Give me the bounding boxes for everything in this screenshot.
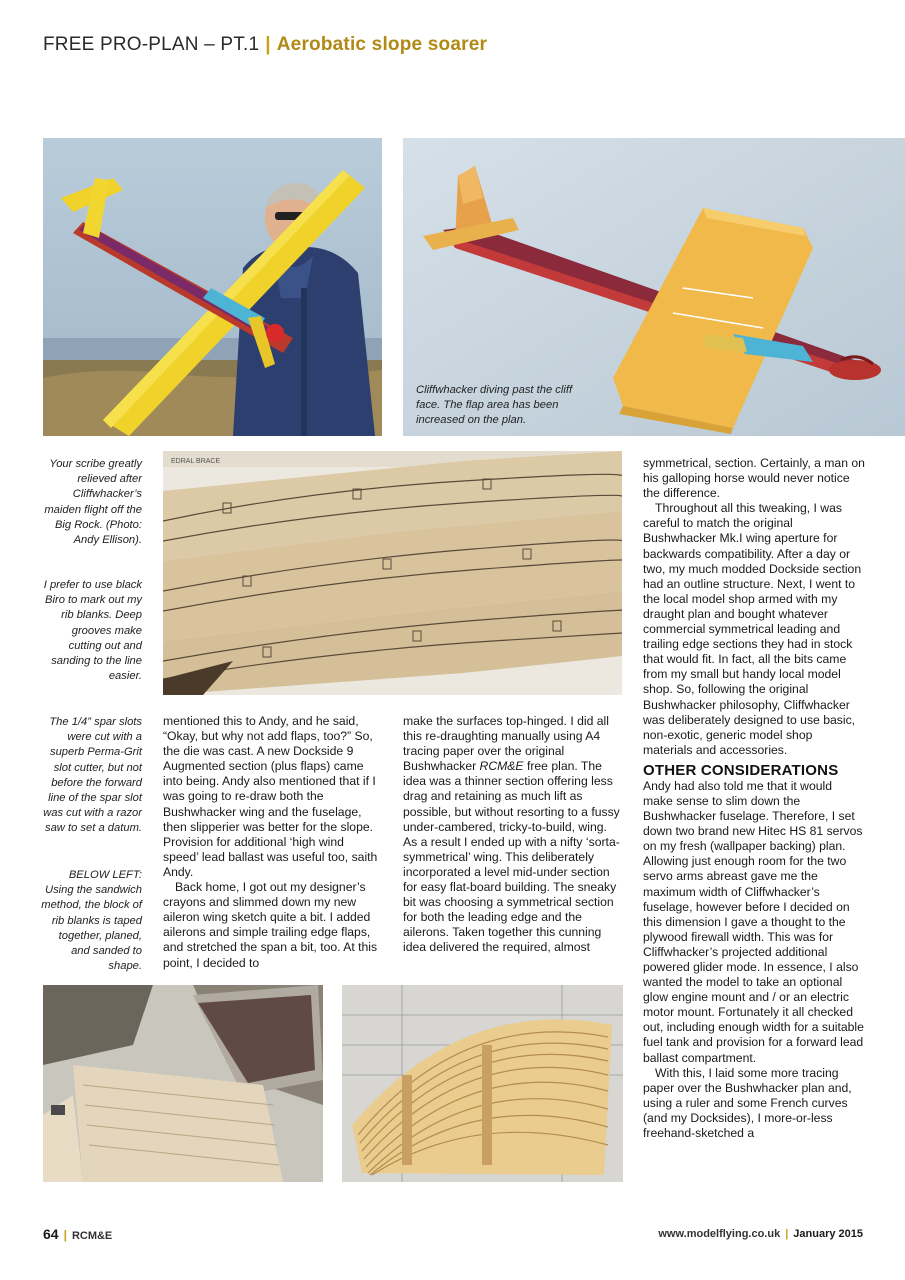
caption-sandwich-method: BELOW LEFT: Using the sandwich method, the block of rib blanks is taped together, planed, and sanded to shape. <box>41 869 142 973</box>
paragraph <box>403 714 623 956</box>
caption-black-biro: I prefer to use black Biro to mark out my rib blanks. Deep grooves make cutting out and sanding to the line easier. <box>43 579 142 683</box>
caption-author-relieved: Your scribe greatly relieved after Cliffwhacker’s maiden flight off the Big Rock. (Photo: Andy Ellison). <box>44 458 142 547</box>
article-column-1 <box>163 714 379 971</box>
photo-plane-and-block <box>43 985 323 1182</box>
caption-spar-slots: The 1/4” spar slots were cut with a superb Perma-Grit slot cutter, but not before the forward line of the spar slot was cut with a razor saw to set a datum. <box>43 716 142 835</box>
website-url: www.modelflying.co.uk <box>658 1228 781 1240</box>
footer-separator: | <box>785 1228 789 1240</box>
header-separator: | <box>265 34 271 55</box>
text-run: free plan. The idea was a thinner section offering less drag and retaining as much lift as possible, but without resorting to a fussy under-cambered, tricky-to-build, wing. As a result I ended up with a nifty ‘sorta-symmetrical’ wing. This deliberately incorporated a level mid-under section for easy flat-board building. The sneaky bit was choosing a symmetrical section for both the leading edge and the ailerons. Taken together this cunning idea delivered the required, almost <box>403 759 620 955</box>
text-run: make the surfaces top-hinged. I did all this re-draughting manually using A4 tracing paper over the original Bushwhacker <box>403 714 609 774</box>
paragraph: Andy had also told me that it would make sense to slim down the Bushwhacker fuselage. Therefore, I set down two brand new Hitec HS 81 servos on my fresh (wallpaper backing) plan. Allowing just enough room for the two servo arms abreast gave me the maximum width of Cliffwhacker’s fuselage, however before I decided on this dimension I gave a thought to the plywood firewall width. This was for Cliffwhacker’s projected additional powered glider mode. In essence, I also wanted the model to take an optional glow engine mount and / or an electric motor mount. Fortunately it all checked out, including enough width for a suitable fuel tank and provision for a forward lead ballast compartment. <box>643 778 864 1065</box>
footer-left <box>43 1226 112 1242</box>
footer-right <box>633 1228 863 1240</box>
photo-rib-blanks <box>163 451 622 695</box>
footer-separator: | <box>63 1228 67 1242</box>
paragraph: mentioned this to Andy, and he said, “Okay, but why not add flaps, too?” So, the die was cast. A new Dockside 9 Augmented section (plus flaps) came into being. Andy also mentioned that if I was going to re-draw both the Bushwhacker wing and the fuselage, then slipperier was better for the slope. Provision for additional ‘high wind speed’ lead ballast was useful too, saith Andy. <box>163 714 378 879</box>
caption-glider-diving: Cliffwhacker diving past the cliff face. The flap area has been increased on the plan. <box>416 384 573 427</box>
photo-author-with-glider <box>43 138 382 436</box>
plan-label: EDRAL BRACE <box>171 458 221 465</box>
paragraph: With this, I laid some more tracing paper over the Bushwhacker plan and, using a ruler and some French curves (and my Docksides), I more-or-less freehand-sketched a <box>643 1065 852 1141</box>
page-number: 64 <box>43 1226 59 1242</box>
article-column-2 <box>403 714 623 956</box>
paragraph: Back home, I got out my designer’s crayons and slimmed down my new aileron wing sketch quite a bit. I added ailerons and simple trailing edge flaps, and stretched the span a bit, too. At this point, I decided to <box>163 880 378 970</box>
magazine-name: RCM&E <box>71 1230 113 1242</box>
section-label: FREE PRO-PLAN – PT.1 <box>43 34 260 55</box>
section-heading: OTHER CONSIDERATIONS <box>643 761 839 779</box>
paragraph: Throughout all this tweaking, I was careful to match the original Bushwhacker Mk.I wing aperture for backwards compatibility. After a day or two, my much modded Dockside section had an outline structure. Next, I went to the local model shop armed with my draught plan and bought whatever commercial symmetrical leading and trailing edge sections they had in stock that would fit. In fact, all the bits came from my small but handy local model shop. So, following the original Bushwhacker philosophy, Cliffwhacker was deliberately designed to use basic, non-exotic, generic model shop materials and accessories. <box>643 501 862 757</box>
page-header <box>43 34 487 56</box>
magazine-name: RCM&E <box>479 759 524 774</box>
paragraph: symmetrical, section. Certainly, a man on his galloping horse would never notice the difference. <box>643 456 865 501</box>
article-title: Aerobatic slope soarer <box>276 34 488 55</box>
article-column-3 <box>643 456 865 1141</box>
photo-rib-sandwich <box>342 985 623 1182</box>
issue-date: January 2015 <box>793 1228 863 1240</box>
